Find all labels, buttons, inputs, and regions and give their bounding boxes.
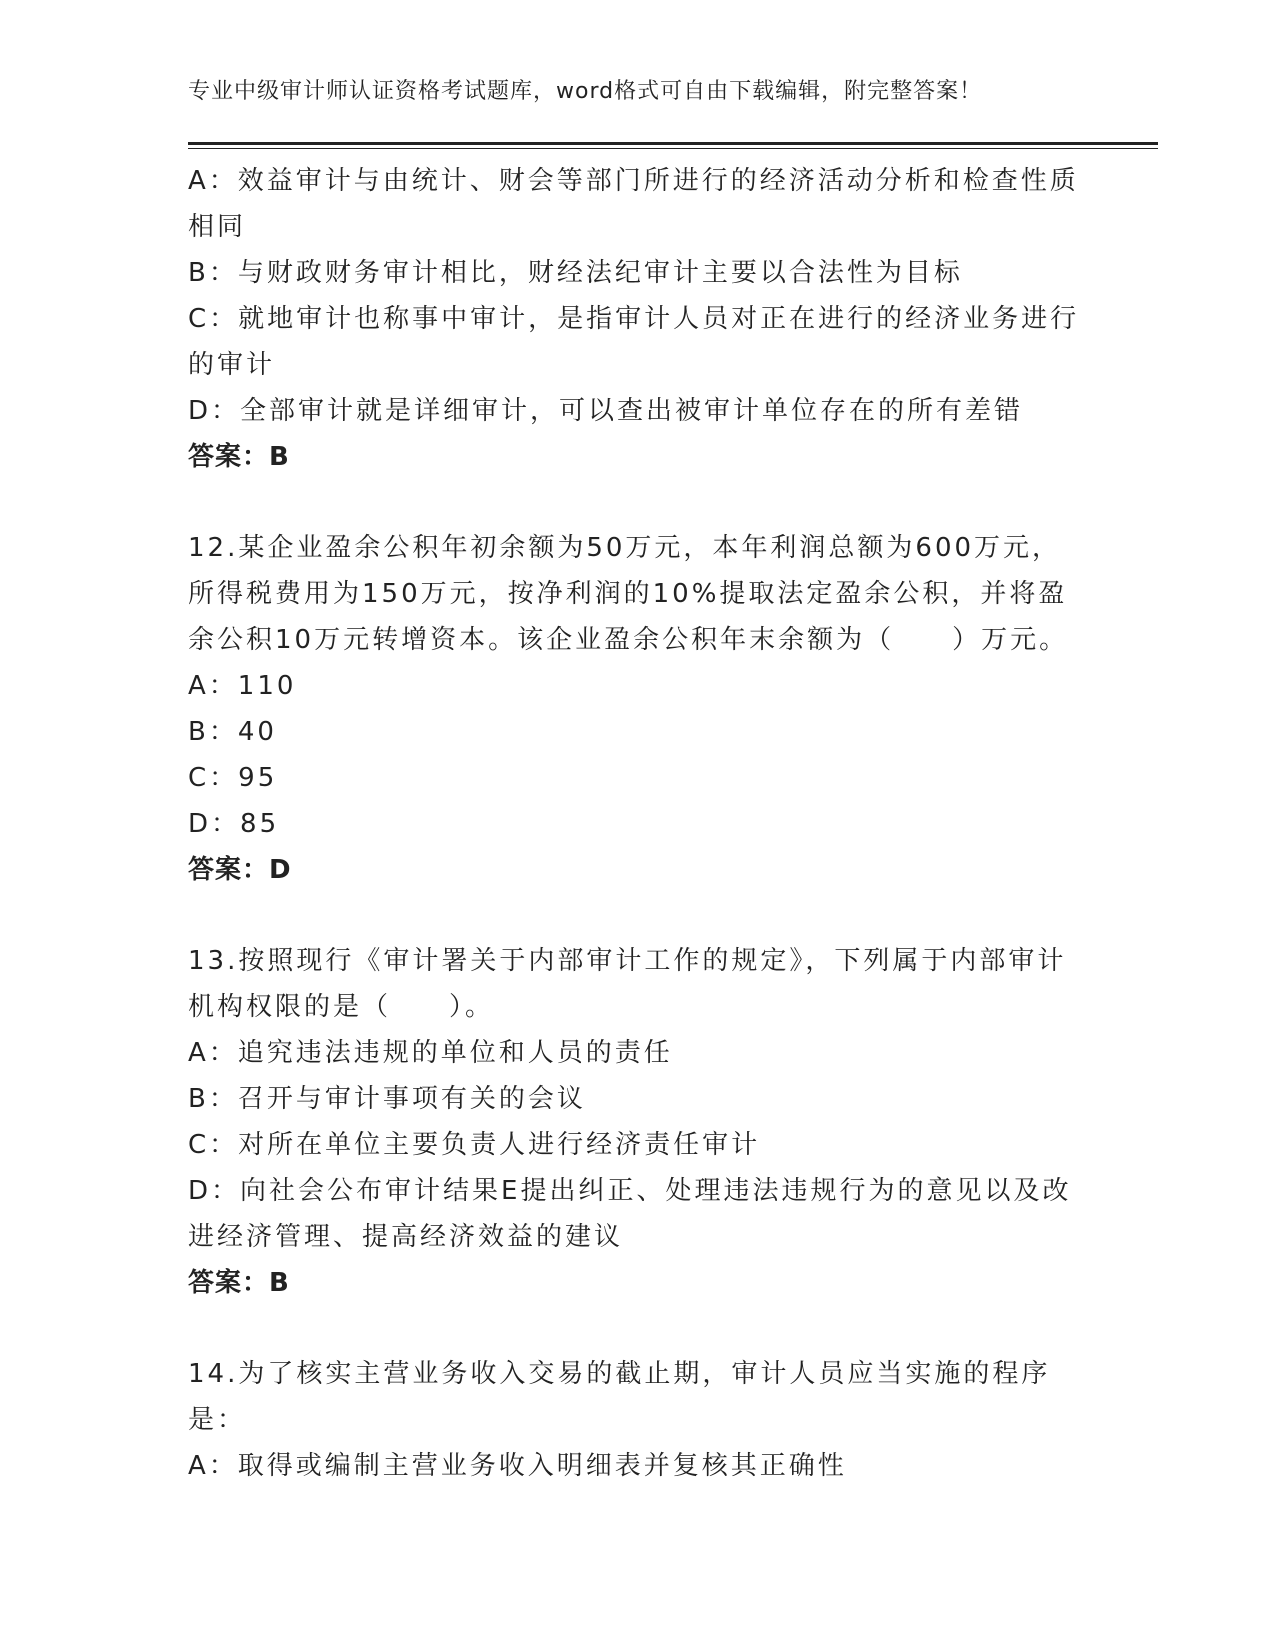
option-d: D：向社会公布审计结果E提出纠正、处理违法违规行为的意见以及改进经济管理、提高经济效益的建议 bbox=[188, 1176, 1072, 1252]
answer: 答案：B bbox=[188, 442, 290, 472]
option-c: C：就地审计也称事中审计，是指审计人员对正在进行的经济业务进行的审计 bbox=[188, 304, 1080, 380]
option-a: A：110 bbox=[188, 671, 297, 701]
spacer bbox=[188, 893, 1088, 938]
document-body bbox=[188, 158, 1088, 1489]
question-stem: 13.按照现行《审计署关于内部审计工作的规定》，下列属于内部审计机构权限的是（ ）。 bbox=[188, 946, 1067, 1022]
header-rule-thick bbox=[188, 142, 1158, 145]
spacer bbox=[188, 480, 1088, 525]
question-11 bbox=[188, 158, 1088, 480]
option-a: A：效益审计与由统计、财会等部门所进行的经济活动分析和检查性质相同 bbox=[188, 166, 1079, 242]
question-stem: 14.为了核实主营业务收入交易的截止期，审计人员应当实施的程序是： bbox=[188, 1359, 1051, 1435]
option-c: C：95 bbox=[188, 763, 278, 793]
answer: 答案：B bbox=[188, 1268, 290, 1298]
header-rule-thin bbox=[188, 148, 1158, 149]
option-a: A：追究违法违规的单位和人员的责任 bbox=[188, 1038, 673, 1068]
option-c: C：对所在单位主要负责人进行经济责任审计 bbox=[188, 1130, 761, 1160]
spacer bbox=[188, 1306, 1088, 1351]
option-b: B：与财政财务审计相比，财经法纪审计主要以合法性为目标 bbox=[188, 258, 963, 288]
question-13 bbox=[188, 938, 1088, 1306]
question-stem: 12.某企业盈余公积年初余额为50万元，本年利润总额为600万元，所得税费用为150万元，按净利润的10%提取法定盈余公积，并将盈余公积10万元转增资本。该企业盈余公积年末余额为（ ）万元。 bbox=[188, 533, 1069, 655]
option-d: D：全部审计就是详细审计，可以查出被审计单位存在的所有差错 bbox=[188, 396, 1024, 426]
option-b: B：40 bbox=[188, 717, 277, 747]
option-a: A：取得或编制主营业务收入明细表并复核其正确性 bbox=[188, 1451, 847, 1481]
question-12 bbox=[188, 525, 1088, 893]
option-b: B：召开与审计事项有关的会议 bbox=[188, 1084, 586, 1114]
answer: 答案：D bbox=[188, 855, 292, 885]
option-d: D：85 bbox=[188, 809, 280, 839]
question-14 bbox=[188, 1351, 1088, 1489]
document-header: 专业中级审计师认证资格考试题库，word格式可自由下载编辑，附完整答案！ bbox=[188, 79, 983, 104]
